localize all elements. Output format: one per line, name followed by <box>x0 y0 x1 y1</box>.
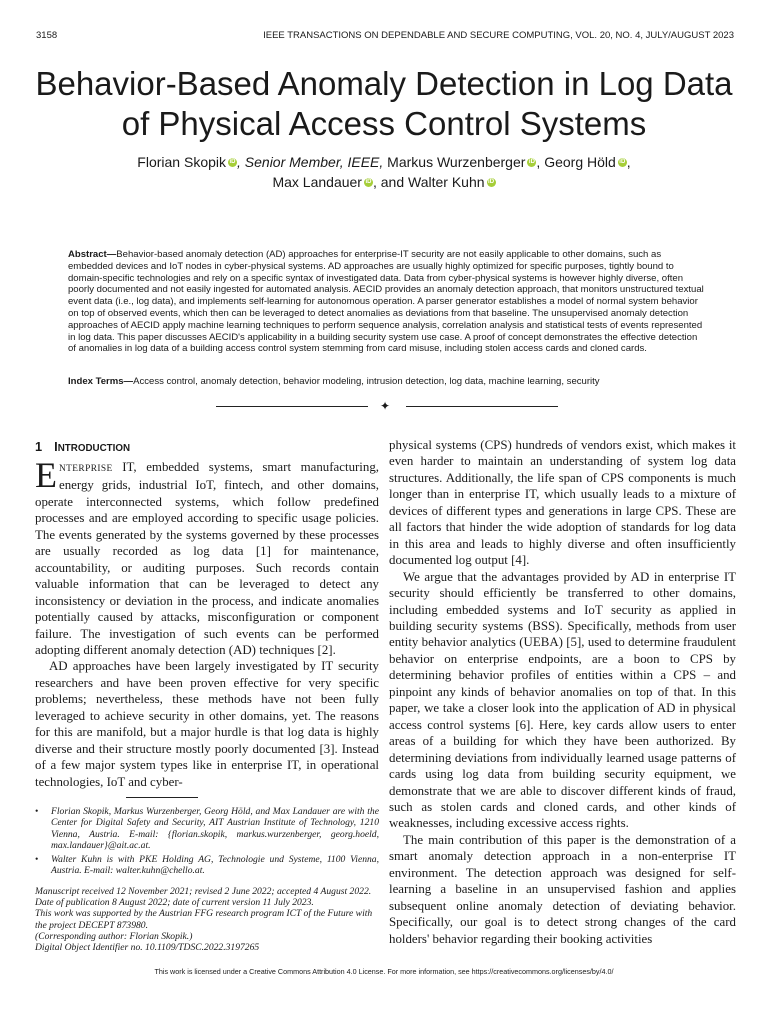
bullet-icon: • <box>35 854 39 866</box>
author-name: Walter Kuhn <box>408 174 485 190</box>
orcid-icon[interactable]: iD <box>365 179 372 185</box>
section-title-rest: NTRODUCTION <box>57 443 131 454</box>
right-column <box>389 437 736 947</box>
footnote-item <box>35 854 379 877</box>
funding-note: This work was supported by the Austrian FFG research program ICT of the Future with the project DECEPT 873980. <box>35 908 373 931</box>
journal-info: IEEE TRANSACTIONS ON DEPENDABLE AND SECURE COMPUTING, VOL. 20, NO. 4, JULY/AUGUST 2023 <box>263 30 734 41</box>
author-name: Florian Skopik <box>137 154 226 170</box>
title-line-2: of Physical Access Control Systems <box>121 105 647 142</box>
diamond-ornament-icon: ✦ <box>380 399 391 413</box>
orcid-icon[interactable]: iD <box>488 179 495 185</box>
index-terms <box>68 376 708 388</box>
footnote-item <box>35 806 379 851</box>
author-separator: , <box>626 154 631 170</box>
index-terms-label: Index Terms— <box>68 376 134 387</box>
footnotes <box>35 806 379 954</box>
page-number: 3158 <box>36 30 58 41</box>
author-list <box>0 152 768 192</box>
index-terms-text: Access control, anomaly detection, behavior modeling, intrusion detection, log data, machine learning, security <box>133 376 600 387</box>
section-title-initial: I <box>54 439 58 454</box>
abstract-label: Abstract— <box>68 249 117 260</box>
license-notice: This work is licensed under a Creative Commons Attribution 4.0 License. For more information, see https://creativecommons.org/licenses/by/4.0/ <box>154 967 614 976</box>
section-heading <box>35 439 130 454</box>
author-role: , Senior Member, IEEE, <box>237 154 388 170</box>
orcid-icon[interactable]: iD <box>229 159 236 165</box>
author-name: Markus Wurzenberger <box>387 154 526 170</box>
footnote-rule <box>126 797 198 798</box>
paragraph-text: IT, embedded systems, smart manufacturing, energy grids, industrial IoT, fintech, and other domains, operate interconnected systems, which follow predefined processes and are employed according to specific usage policies. The events generated by the systems governed by these processes are usually recorded as log data [1] for maintenance, accountability, or auditing purposes. Such records contain valuable information that can be leveraged to detect any inconsistency or deviation in the process, and indicate anomalies potentially caused by attacks, misconfiguration or component failure. The investigation of such events can be performed adopting different anomaly detection (AD) techniques [2]. <box>35 460 379 657</box>
drop-cap: E <box>35 455 57 495</box>
paragraph: AD approaches have been largely investigated by IT security researchers and have been proven effective for very specific problems; nevertheless, these methods have not been fully leveraged to achieve security in other domains, yet. The reasons for this are manifold, but a major hurdle is that log data is highly diverse and their structure mostly poorly documented [3]. Instead of a few major system types like in enterprise IT, in operational technologies, IoT and cyber- <box>35 659 379 789</box>
paragraph: physical systems (CPS) hundreds of vendors exist, which makes it even harder to maintain an understanding of system log data structures. Additionally, the life span of CPS components is much longer than in enterprise IT, which usually leads to a mixture of devices of different types and generations in large CPS. These are all factors that hinder the wide adoption of standards for log data in this area and leads to highly diverse and often insufficiently documented log output [4]. <box>389 438 736 568</box>
orcid-icon[interactable]: iD <box>619 159 626 165</box>
author-name: Max Landauer <box>272 174 362 190</box>
author-separator: , and <box>372 174 409 190</box>
section-number: 1 <box>35 439 43 454</box>
author-separator: , <box>536 154 545 170</box>
paper-title <box>0 64 768 144</box>
footnote-text: Walter Kuhn is with PKE Holding AG, Technologie und Systeme, 1100 Vienna, Austria. E-mail: walter.kuhn@chello.at. <box>51 854 379 877</box>
left-column <box>35 455 379 790</box>
paragraph <box>35 455 379 658</box>
title-line-1: Behavior-Based Anomaly Detection in Log Data <box>35 65 733 102</box>
small-caps-word: NTERPRISE <box>59 464 113 474</box>
section-divider <box>216 400 558 414</box>
manuscript-dates: Manuscript received 12 November 2021; revised 2 June 2022; accepted 4 August 2022. Date of publication 8 August 2022; date of current version 11 July 2023. <box>35 885 372 909</box>
paragraph: The main contribution of this paper is the demonstration of a smart anomaly detection approach in a non-enterprise IT environment. The detection approach was designed for self-learning a baseline in an unsupervised fashion and applies subsequent online anomaly detection of deviating behavior. Specifically, our goal is to detect strong changes of the card holders' behavior regarding their booking activities <box>389 832 736 946</box>
divider-line <box>406 406 558 407</box>
abstract <box>68 249 704 355</box>
doi[interactable]: Digital Object Identifier no. 10.1109/TDSC.2022.3197265 <box>35 942 260 954</box>
abstract-text: Behavior-based anomaly detection (AD) approaches for enterprise-IT security are not easily applicable to other domains, such as embedded devices and IoT nodes in cyber-physical systems. AD approaches are usually highly optimized for specific purposes, tightly bound to domain-specific technologies and rely on a specific syntax of investigated data. Data from cyber-physical systems is however highly diverse, often poorly documented and not easily ingested for automated analysis. AECID provides an anomaly detection approach, that monitors unstructured textual event data (i.e., log data), and implements self-learning for autonomous operation. A parser generator establishes a model of normal system behavior on top of observed events, which then can be leveraged to detect anomalies as deviations from that baseline. The unsupervised anomaly detection approaches of AECID apply machine learning techniques to perform sequence analysis, correlation analysis and statistical tests of events represented in log data. This paper discusses AECID's applicability in a building security system use case. A proof of concept demonstrates the effective detection of anomalies in log data of a building access control system stemming from card misuse, including stolen access cards and cloned cards. <box>68 249 704 355</box>
author-name: Georg Höld <box>544 154 616 170</box>
bullet-icon: • <box>35 806 39 817</box>
footnote-text: Florian Skopik, Markus Wurzenberger, Georg Höld, and Max Landauer are with the Center for Digital Safety and Security, AIT Austrian Institute of Technology, 1210 Vienna, Austria. E-mail: {florian.skopik, markus.wurzenberger, georg.hoeld, max.landauer}@ait.ac.at. <box>51 806 379 851</box>
orcid-icon[interactable]: iD <box>528 159 535 165</box>
running-head <box>36 30 734 41</box>
corresponding-author: (Corresponding author: Florian Skopik.) <box>35 930 193 942</box>
paragraph: We argue that the advantages provided by AD in enterprise IT security should efficiently be transferred to other domains, including embedded systems and IoT security as applied in building security systems (BSS). Specifically, methods from user entity behavior analytics (UEBA) [5], used to determine fraudulent behavior on enterprise endpoints, are a boon to CPS by determining behavior profiles of entities within a CPS – and pinpoint any kinds of behavior anomalies on top of that. In this paper, we take a closer look into the application of AD in physical access control systems [6]. Here, key cards allow users to enter areas of a building for which they have been authorized. By determining deviations from individually learned usage patterns of cards using log data from building security equipment, we demonstrate that we are able to discover different kinds of fraud, such as stolen cards and cloned cards, and other kinds of weaknesses, including excessive access rights. <box>389 569 736 831</box>
divider-line <box>216 406 368 407</box>
